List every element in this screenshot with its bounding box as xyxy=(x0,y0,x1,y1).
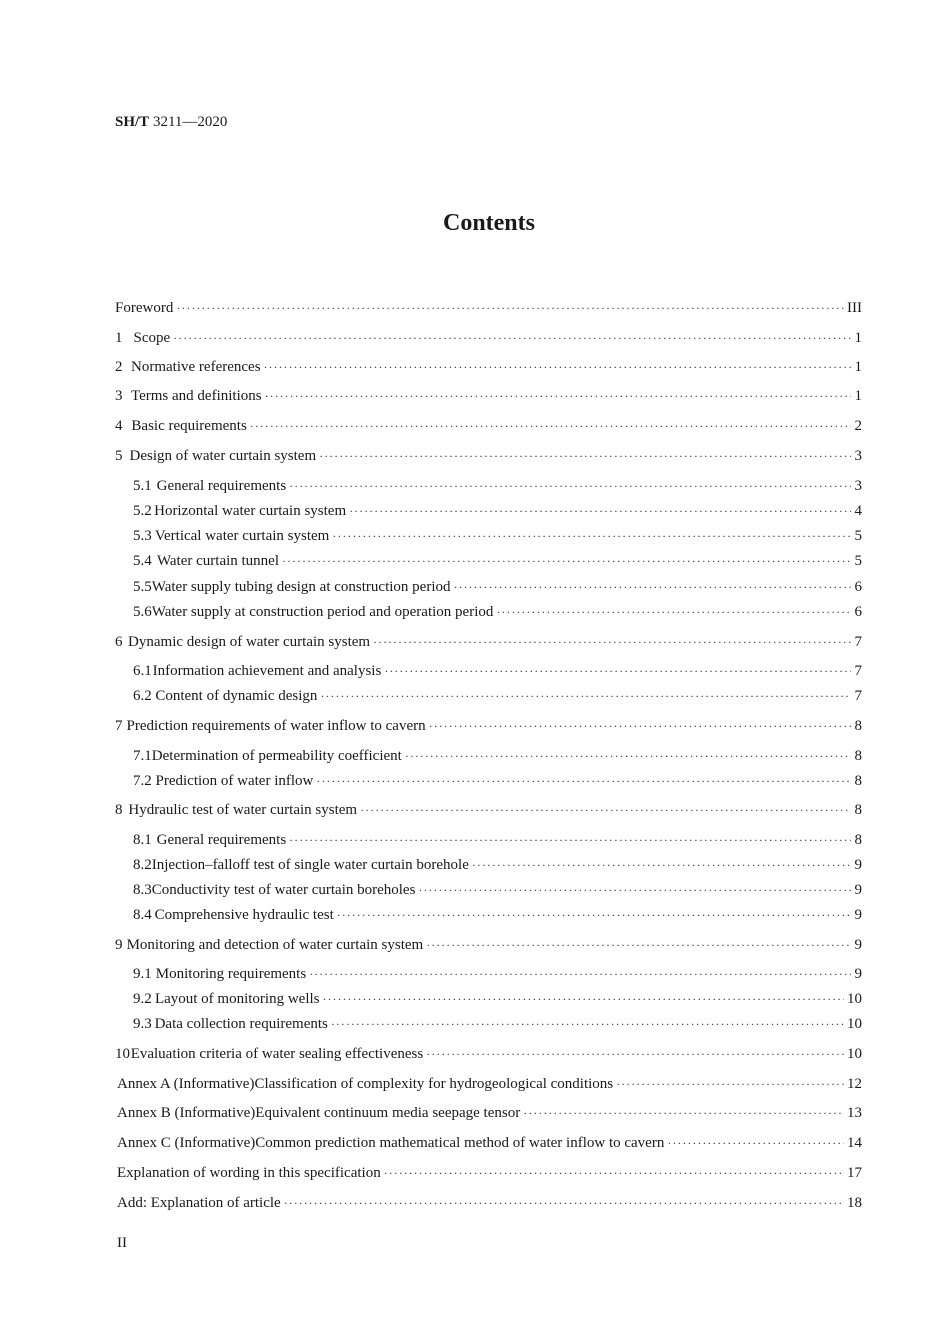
toc-entry[interactable] xyxy=(133,1015,862,1033)
toc-entry-number: Annex C (Informative) xyxy=(117,1135,256,1151)
toc-entry-number: 9 xyxy=(115,937,123,953)
toc-leader-dots xyxy=(405,747,851,765)
toc-entry-label: Data collection requirements xyxy=(154,1016,328,1032)
toc-entry-label: Water supply at construction period and operation period xyxy=(151,604,494,620)
toc-leader-dots xyxy=(316,772,851,790)
toc-entry-number: 5.5 xyxy=(133,579,152,595)
toc-entry-page: 1 xyxy=(854,330,862,346)
toc-entry-page: 18 xyxy=(847,1195,862,1211)
toc-entry-number: 2 xyxy=(115,359,123,375)
toc-entry-number: 8.3 xyxy=(133,882,152,898)
toc-leader-dots xyxy=(323,990,845,1008)
toc-leader-dots xyxy=(349,502,851,520)
toc-entry[interactable] xyxy=(133,965,862,983)
toc-entry-label: Scope xyxy=(133,330,171,346)
toc-entry[interactable] xyxy=(117,1164,862,1182)
toc-entry-label: Horizontal water curtain system xyxy=(154,503,347,519)
toc-entry-number: 7 xyxy=(115,718,123,734)
toc-entry[interactable] xyxy=(115,417,862,435)
toc-entry-label: Normative references xyxy=(131,359,261,375)
toc-entry-label: Explanation of wording in this specification xyxy=(117,1165,381,1181)
toc-entry-number: 9.2 xyxy=(133,991,152,1007)
toc-entry-number: 9.3 xyxy=(133,1016,152,1032)
toc-entry-page: 12 xyxy=(847,1076,862,1092)
toc-leader-dots xyxy=(373,633,851,651)
toc-leader-dots xyxy=(429,717,851,735)
toc-entry-label: Dynamic design of water curtain system xyxy=(128,634,371,650)
toc-entry-page: 8 xyxy=(854,718,862,734)
toc-entry-page: 13 xyxy=(847,1105,862,1121)
toc-leader-dots xyxy=(616,1075,844,1093)
toc-entry[interactable] xyxy=(115,936,862,954)
toc-entry-number: 4 xyxy=(115,418,123,434)
document-code-number: 3211—2020 xyxy=(152,114,228,130)
toc-entry-number: 5.4 xyxy=(133,553,152,569)
toc-entry[interactable] xyxy=(133,527,862,545)
toc-leader-dots xyxy=(320,687,851,705)
toc-entry-page: III xyxy=(847,300,862,316)
toc-leader-dots xyxy=(453,578,851,596)
toc-entry-label: Monitoring and detection of water curtain system xyxy=(126,937,424,953)
toc-entry-number: 3 xyxy=(115,388,123,404)
toc-entry-number: 5.6 xyxy=(133,604,152,620)
toc-entry[interactable] xyxy=(115,387,862,405)
toc-entry[interactable] xyxy=(133,831,862,849)
document-code-prefix: SH/T xyxy=(115,114,150,130)
document-code xyxy=(115,114,227,131)
toc-entry-label: Common prediction mathematical method of water inflow to cavern xyxy=(255,1135,665,1151)
toc-entry-number: Annex A (Informative) xyxy=(117,1076,255,1092)
toc-leader-dots xyxy=(176,299,844,317)
page-title: Contents xyxy=(442,210,535,236)
toc-entry-page: 9 xyxy=(854,882,862,898)
toc-leader-dots xyxy=(265,387,851,405)
toc-entry[interactable] xyxy=(115,801,862,819)
toc-entry-label: Water curtain tunnel xyxy=(156,553,280,569)
toc-entry[interactable] xyxy=(133,687,862,705)
toc-leader-dots xyxy=(250,417,851,435)
toc-leader-dots xyxy=(284,1194,844,1212)
toc-entry-number: Annex B (Informative) xyxy=(117,1105,256,1121)
toc-entry-number: 5 xyxy=(115,448,123,464)
toc-entry[interactable] xyxy=(133,747,862,765)
toc-entry-number: 5.2 xyxy=(133,503,152,519)
toc-leader-dots xyxy=(360,801,851,819)
toc-entry-label: Conductivity test of water curtain boreholes xyxy=(151,882,416,898)
toc-entry-label: Water supply tubing design at construction period xyxy=(151,579,451,595)
toc-entry-label: General requirements xyxy=(156,832,287,848)
toc-entry-label: Equivalent continuum media seepage tensor xyxy=(255,1105,521,1121)
toc-entry-number: 6.1 xyxy=(133,663,152,679)
toc-entry[interactable] xyxy=(133,856,862,874)
toc-entry-page: 7 xyxy=(854,688,862,704)
toc-entry-page: 9 xyxy=(854,907,862,923)
toc-entry[interactable] xyxy=(133,881,862,899)
toc-leader-dots xyxy=(472,856,851,874)
toc-entry-label: Hydraulic test of water curtain system xyxy=(128,802,358,818)
toc-leader-dots xyxy=(289,477,851,495)
toc-entry-label: Design of water curtain system xyxy=(129,448,317,464)
toc-entry-page: 17 xyxy=(847,1165,862,1181)
toc-entry-label: General requirements xyxy=(156,478,287,494)
toc-leader-dots xyxy=(264,358,851,376)
toc-entry-page: 9 xyxy=(854,857,862,873)
toc-entry-page: 8 xyxy=(854,832,862,848)
toc-entry-number: 8.1 xyxy=(133,832,152,848)
toc-entry[interactable] xyxy=(133,906,862,924)
toc-leader-dots xyxy=(523,1104,844,1122)
toc-entry-number: 10 xyxy=(115,1046,130,1062)
toc-entry-label: Foreword xyxy=(115,300,174,316)
toc-entry-page: 10 xyxy=(847,1046,862,1062)
toc-entry[interactable] xyxy=(117,1104,862,1122)
toc-entry-page: 3 xyxy=(854,448,862,464)
toc-entry-page: 5 xyxy=(854,528,862,544)
page-number: II xyxy=(117,1235,127,1251)
toc-leader-dots xyxy=(282,552,851,570)
toc-entry-number: 7.2 xyxy=(133,773,152,789)
toc-entry-page: 1 xyxy=(854,388,862,404)
toc-entry-label: Monitoring requirements xyxy=(155,966,307,982)
toc-entry[interactable] xyxy=(133,990,862,1008)
toc-leader-dots xyxy=(496,603,851,621)
toc-entry-number: 7.1 xyxy=(133,748,152,764)
toc-entry[interactable] xyxy=(115,717,862,735)
toc-entry[interactable] xyxy=(115,633,862,651)
toc-entry-number: 6 xyxy=(115,634,123,650)
toc-entry-page: 7 xyxy=(854,663,862,679)
toc-entry-page: 8 xyxy=(854,773,862,789)
toc-entry-page: 6 xyxy=(854,579,862,595)
toc-entry-label: Prediction of water inflow xyxy=(155,773,314,789)
toc-entry-page: 10 xyxy=(847,1016,862,1032)
toc-entry-page: 9 xyxy=(854,966,862,982)
toc-entry[interactable] xyxy=(133,772,862,790)
toc-leader-dots xyxy=(426,1045,844,1063)
toc-entry-number: 8 xyxy=(115,802,123,818)
toc-entry-page: 8 xyxy=(854,802,862,818)
toc-entry-number: 9.1 xyxy=(133,966,152,982)
toc-entry-label: Classification of complexity for hydrogeological conditions xyxy=(254,1076,614,1092)
toc-entry-label: Prediction requirements of water inflow to cavern xyxy=(126,718,426,734)
toc-leader-dots xyxy=(426,936,851,954)
toc-leader-dots xyxy=(384,662,851,680)
toc-entry-label: Information achievement and analysis xyxy=(152,663,382,679)
toc-leader-dots xyxy=(384,1164,844,1182)
toc-entry-number: 5.3 xyxy=(133,528,152,544)
toc-entry-number: 6.2 xyxy=(133,688,152,704)
toc-entry[interactable] xyxy=(115,358,862,376)
toc-entry-page: 10 xyxy=(847,991,862,1007)
toc-entry[interactable] xyxy=(133,603,862,621)
toc-entry-label: Evaluation criteria of water sealing effectiveness xyxy=(130,1046,424,1062)
toc-entry-label: Layout of monitoring wells xyxy=(154,991,320,1007)
toc-entry-number: 1 xyxy=(115,330,123,346)
toc-entry-label: Content of dynamic design xyxy=(155,688,318,704)
toc-leader-dots xyxy=(309,965,851,983)
toc-leader-dots xyxy=(173,329,851,347)
toc-entry[interactable] xyxy=(117,1194,862,1212)
toc-entry[interactable] xyxy=(115,329,862,347)
toc-entry-page: 6 xyxy=(854,604,862,620)
toc-entry-page: 14 xyxy=(847,1135,862,1151)
toc-entry-page: 5 xyxy=(854,553,862,569)
toc-entry-page: 1 xyxy=(854,359,862,375)
toc-entry[interactable] xyxy=(133,477,862,495)
toc-entry[interactable] xyxy=(115,447,862,465)
toc-entry-page: 7 xyxy=(854,634,862,650)
toc-entry-page: 3 xyxy=(854,478,862,494)
toc-entry-label: Basic requirements xyxy=(131,418,247,434)
toc-entry[interactable] xyxy=(133,662,862,680)
toc-leader-dots xyxy=(331,1015,844,1033)
toc-leader-dots xyxy=(289,831,851,849)
toc-entry[interactable] xyxy=(115,1045,862,1063)
toc-entry-page: 4 xyxy=(854,503,862,519)
toc-entry-label: Determination of permeability coefficient xyxy=(151,748,402,764)
toc-entry[interactable] xyxy=(117,1075,862,1093)
toc-entry-label: Add: Explanation of article xyxy=(117,1195,281,1211)
toc-entry-number: 8.2 xyxy=(133,857,152,873)
toc-entry[interactable] xyxy=(133,552,862,570)
toc-entry-label: Vertical water curtain system xyxy=(154,528,330,544)
toc-entry-number: 8.4 xyxy=(133,907,152,923)
toc-entry-page: 9 xyxy=(854,937,862,953)
toc-entry-number: 5.1 xyxy=(133,478,152,494)
toc-entry[interactable] xyxy=(117,1134,862,1152)
toc-leader-dots xyxy=(319,447,851,465)
toc-entry-label: Terms and definitions xyxy=(131,388,262,404)
toc-leader-dots xyxy=(667,1134,844,1152)
toc-entry-page: 2 xyxy=(854,418,862,434)
toc-leader-dots xyxy=(337,906,851,924)
toc-entry[interactable] xyxy=(115,299,862,317)
toc-entry[interactable] xyxy=(133,578,862,596)
toc-entry-label: Comprehensive hydraulic test xyxy=(154,907,334,923)
toc-entry[interactable] xyxy=(133,502,862,520)
toc-leader-dots xyxy=(332,527,851,545)
toc-leader-dots xyxy=(418,881,851,899)
toc-entry-page: 8 xyxy=(854,748,862,764)
toc-entry-label: Injection–falloff test of single water curtain borehole xyxy=(151,857,469,873)
